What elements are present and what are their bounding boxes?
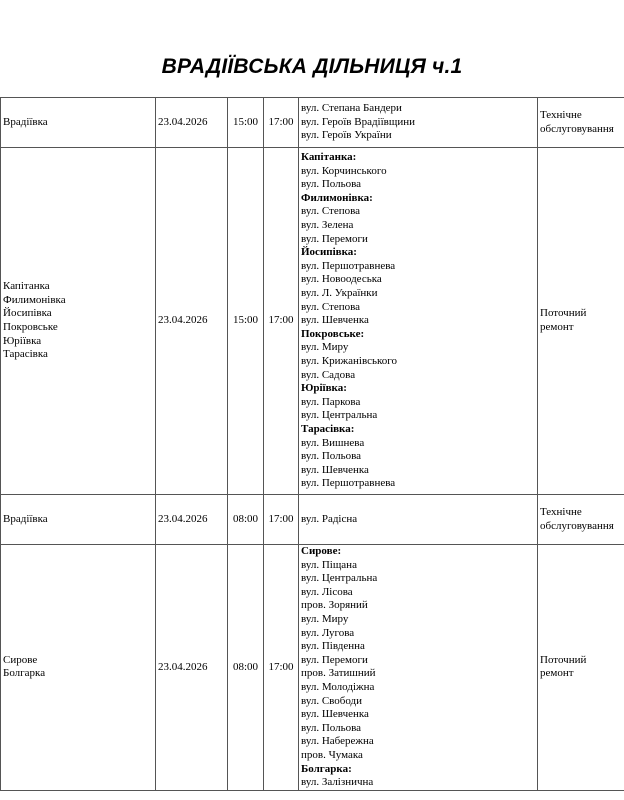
street-name: вул. Південна xyxy=(301,640,365,653)
street-name: вул. Лісова xyxy=(301,585,353,598)
work-type-text: ремонт xyxy=(540,667,574,680)
street-name: вул. Шевченка xyxy=(301,708,369,721)
street-name: вул. Набережна xyxy=(301,735,374,748)
work-type-text: обслуговування xyxy=(540,122,614,135)
village-header: Филимонівка: xyxy=(301,191,373,204)
streets-cell xyxy=(299,545,538,791)
end-time-cell: 17:00 xyxy=(264,495,299,545)
locations-cell xyxy=(1,545,156,791)
end-time-cell: 17:00 xyxy=(264,148,299,495)
location-name: Тарасівка xyxy=(3,348,48,361)
streets-cell xyxy=(299,148,538,495)
street-name: вул. Героїв Врадіївщини xyxy=(301,115,415,128)
street-name: вул. Польова xyxy=(301,450,362,463)
start-time-cell: 08:00 xyxy=(228,545,264,791)
location-name: Покровське xyxy=(3,321,58,333)
location-name: Врадіївка xyxy=(3,115,48,128)
street-name: вул. Перемоги xyxy=(301,653,368,666)
work-type-text: обслуговування xyxy=(540,519,614,532)
location-name: Филимонівка xyxy=(3,293,66,306)
date-cell: 23.04.2026 xyxy=(156,98,228,148)
work-type-text: Поточний xyxy=(540,307,587,320)
page-title: ВРАДІЇВСЬКА ДІЛЬНИЦЯ ч.1 xyxy=(161,55,463,78)
location-name: Сирове xyxy=(3,653,38,666)
street-name: вул. Першотравнева xyxy=(301,477,396,490)
work-type-cell xyxy=(538,148,624,495)
street-name: вул. Героїв України xyxy=(301,129,392,142)
street-name: вул. Шевченка xyxy=(301,314,369,327)
end-time-cell: 17:00 xyxy=(264,98,299,148)
street-name: вул. Свободи xyxy=(301,694,363,707)
street-name: вул. Шевченка xyxy=(301,463,369,476)
street-name: вул. Миру xyxy=(301,612,349,625)
work-type-text: ремонт xyxy=(540,321,574,333)
street-name: пров. Зоряний xyxy=(301,599,368,612)
start-time-cell: 15:00 xyxy=(228,98,264,148)
street-name: вул. Польова xyxy=(301,178,362,191)
location-name: Юріївка xyxy=(3,334,42,347)
village-header: Йосипівка: xyxy=(301,246,357,259)
street-name: вул. Вишнева xyxy=(301,436,365,449)
street-name: вул. Новоодеська xyxy=(301,273,382,286)
table-row xyxy=(1,495,624,545)
locations-cell xyxy=(1,495,156,545)
street-name: вул. Степана Бандери xyxy=(301,102,402,115)
locations-cell xyxy=(1,148,156,495)
streets-cell xyxy=(299,495,538,545)
street-name: вул. Радісна xyxy=(301,512,358,525)
table-row xyxy=(1,148,624,495)
street-name: вул. Польова xyxy=(301,721,362,734)
work-type-text: Технічне xyxy=(540,108,582,121)
end-time-cell: 17:00 xyxy=(264,545,299,791)
date-cell: 23.04.2026 xyxy=(156,148,228,495)
table-row xyxy=(1,98,624,148)
start-time-cell: 08:00 xyxy=(228,495,264,545)
street-name: вул. Залізнична xyxy=(301,776,374,789)
street-name: вул. Корчинського xyxy=(301,164,387,177)
street-name: вул. Зелена xyxy=(301,219,354,232)
village-header: Сирове: xyxy=(301,545,342,557)
date-cell: 23.04.2026 xyxy=(156,545,228,791)
date-cell: 23.04.2026 xyxy=(156,495,228,545)
street-name: вул. Миру xyxy=(301,341,349,354)
streets-cell xyxy=(299,98,538,148)
street-name: пров. Затишний xyxy=(301,667,376,680)
outage-schedule-table xyxy=(0,97,624,791)
location-name: Болгарка xyxy=(3,667,46,680)
work-type-cell xyxy=(538,495,624,545)
street-name: вул. Л. Українки xyxy=(301,287,378,300)
location-name: Йосипівка xyxy=(3,307,52,320)
locations-cell xyxy=(1,98,156,148)
street-name: вул. Центральна xyxy=(301,572,378,585)
street-name: вул. Степова xyxy=(301,205,361,218)
street-name: вул. Паркова xyxy=(301,395,361,408)
location-name: Капітанка xyxy=(3,280,50,293)
street-name: вул. Лугова xyxy=(301,626,355,639)
street-name: вул. Молодіжна xyxy=(301,680,375,693)
table-row xyxy=(1,545,624,791)
work-type-cell xyxy=(538,545,624,791)
village-header: Болгарка: xyxy=(301,762,352,775)
street-name: вул. Крижанівського xyxy=(301,354,398,367)
street-name: вул. Степова xyxy=(301,300,361,313)
start-time-cell: 15:00 xyxy=(228,148,264,495)
village-header: Юріївка: xyxy=(301,382,347,395)
work-type-text: Технічне xyxy=(540,505,582,518)
table-body xyxy=(1,98,624,791)
street-name: вул. Перемоги xyxy=(301,232,368,245)
street-name: вул. Центральна xyxy=(301,409,378,422)
work-type-cell xyxy=(538,98,624,148)
street-name: вул. Піщана xyxy=(301,558,357,571)
work-type-text: Поточний xyxy=(540,653,587,666)
village-header: Тарасівка: xyxy=(301,422,355,435)
street-name: вул. Садова xyxy=(301,368,356,381)
village-header: Покровське: xyxy=(301,327,365,340)
location-name: Врадіївка xyxy=(3,512,48,525)
village-header: Капітанка: xyxy=(301,151,357,164)
street-name: пров. Чумака xyxy=(301,748,363,761)
street-name: вул. Першотравнева xyxy=(301,259,396,272)
